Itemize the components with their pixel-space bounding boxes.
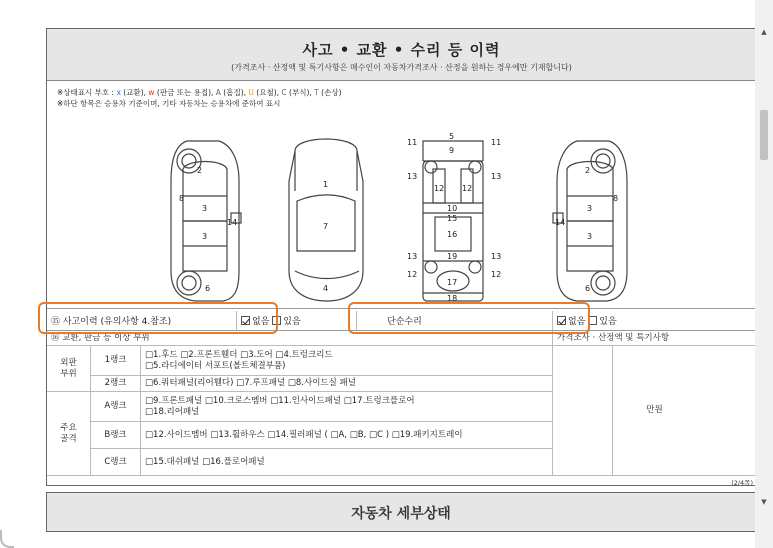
front-label-4: 4 (323, 284, 329, 293)
rank1-items-line-2: □5.라디에이터 서포트(볼트체결부품) (145, 360, 286, 371)
left-label-8: 8 (179, 194, 185, 203)
frame-label-16: 16 (447, 230, 458, 239)
scroll-down-arrow-icon[interactable]: ▼ (761, 498, 767, 506)
right-label-3b: 3 (587, 232, 593, 241)
frame-label-5: 5 (449, 132, 455, 141)
front-label-7: 7 (323, 222, 329, 231)
code-c-label: (부식), (286, 88, 315, 97)
rankA-label: A랭크 (91, 392, 141, 422)
highlight-accident-history (38, 302, 278, 334)
frame-label-13d: 13 (491, 252, 502, 261)
frame-label-12a: 12 (434, 184, 445, 193)
car-front-view (289, 139, 363, 301)
left-label-3a: 3 (202, 204, 208, 213)
frame-label-13b: 13 (491, 172, 502, 181)
title-box (47, 29, 755, 81)
repair-exists-label: 있음 (599, 317, 617, 327)
page-number: (2/4쪽) (731, 479, 753, 487)
left-label-14: 14 (227, 218, 238, 227)
accident-none-label: 없음 (252, 317, 270, 327)
right-label-3a: 3 (587, 204, 593, 213)
left-label-6: 6 (205, 284, 211, 293)
code-c: C (281, 88, 287, 97)
frame-label-12b: 12 (462, 184, 473, 193)
frame-label-18: 18 (447, 294, 458, 303)
car-diagram-svg (47, 121, 755, 309)
code-x-label: (교환), (120, 88, 149, 97)
viewport-corner (0, 530, 14, 548)
notes-line-1 (57, 87, 342, 98)
next-section-header (46, 492, 755, 532)
frame-label-12d: 12 (491, 270, 502, 279)
group-main-frame: 주요 골격 (47, 392, 91, 476)
next-section-title: 자동차 세부상태 (351, 506, 451, 522)
front-label-1: 1 (323, 180, 329, 189)
left-label-3b: 3 (202, 232, 208, 241)
rankB-items: □12.사이드멤버 □13.휠하우스 □14.필러패널 ( □A, □B, □C ) □19.패키지트레이 (141, 422, 553, 449)
grid-header-right: 가격조사 · 산정액 및 특기사항 (553, 331, 755, 346)
rankC-items: □15.대쉬패널 □16.플로어패널 (141, 449, 553, 476)
page-subtitle: (가격조사 · 산정액 및 특기사항은 매수인이 자동차가격조사 · 산정을 원하는 경우에만 기재합니다) (231, 63, 572, 72)
code-t: T (314, 88, 319, 97)
right-label-14: 14 (555, 218, 566, 227)
frame-label-17: 17 (447, 278, 458, 287)
scroll-thumb[interactable] (760, 110, 768, 160)
code-a-label: (흠집), (220, 88, 249, 97)
rankA-items (141, 392, 553, 422)
rank1-label: 1랭크 (91, 346, 141, 376)
right-label-6: 6 (585, 284, 591, 293)
rankB-label: B랭크 (91, 422, 141, 449)
right-label-8: 8 (613, 194, 619, 203)
notes-line-2: ※하단 항목은 승용차 기준이며, 기타 자동차는 승용차에 준하여 표시 (57, 99, 281, 108)
frame-label-19: 19 (447, 252, 458, 261)
simple-repair-label: 단순수리 (357, 311, 553, 330)
code-t-label: (손상) (318, 88, 342, 97)
rank2-label: 2랭크 (91, 376, 141, 392)
amount-unit: 만원 (646, 405, 663, 415)
left-label-2: 2 (197, 166, 203, 175)
code-x: x (116, 88, 121, 97)
rankA-items-line-1: □9.프론트패널 □10.크로스멤버 □11.인사이드패널 □17.트렁크플로어 (145, 395, 415, 406)
code-w: w (148, 88, 155, 97)
code-w-label: (판금 또는 용접), (154, 88, 216, 97)
highlight-simple-repair (348, 302, 590, 334)
vertical-scrollbar[interactable] (755, 0, 773, 548)
frame-label-11b: 11 (491, 138, 502, 147)
page-title: 사고 • 교환 • 수리 등 이력 (302, 41, 501, 59)
frame-label-13a: 13 (407, 172, 418, 181)
code-a: A (215, 88, 221, 97)
rankA-items-line-2: □18.리어패널 (145, 406, 200, 417)
parts-grid (47, 331, 755, 476)
rank1-items (141, 346, 553, 376)
frame-label-11a: 11 (407, 138, 418, 147)
rank1-items-line-1: □1.후드 □2.프론트휀더 □3.도어 □4.트렁크리드 (145, 349, 333, 360)
frame-label-12c: 12 (407, 270, 418, 279)
amount-cell (553, 346, 755, 476)
frame-label-10: 10 (447, 204, 458, 213)
repair-none-label: 없음 (568, 317, 586, 327)
accident-exists-label: 있음 (283, 317, 301, 327)
frame-label-15: 15 (447, 214, 458, 223)
frame-label-9: 9 (449, 146, 455, 155)
grid-header-left: ⑯ 교환, 판금 등 이상 부위 (47, 331, 553, 346)
rank2-items: □6.쿼터패널(리어휀다) □7.루프패널 □8.사이드실 패널 (141, 376, 553, 392)
accident-history-label: ⑮ 사고이력 (유의사항 4.참조) (47, 311, 237, 330)
scroll-up-arrow-icon[interactable]: ▲ (761, 28, 767, 36)
right-label-2: 2 (585, 166, 591, 175)
code-u: U (248, 88, 254, 97)
car-diagrams (47, 121, 755, 309)
frame-label-13c: 13 (407, 252, 418, 261)
status-notes (57, 87, 342, 109)
group-outer-panel: 외판 부위 (47, 346, 91, 392)
rankC-label: C랭크 (91, 449, 141, 476)
code-u-label: (요철), (253, 88, 282, 97)
notes-prefix: ※상태표시 부호 : (57, 88, 117, 97)
inspection-document (46, 28, 755, 486)
